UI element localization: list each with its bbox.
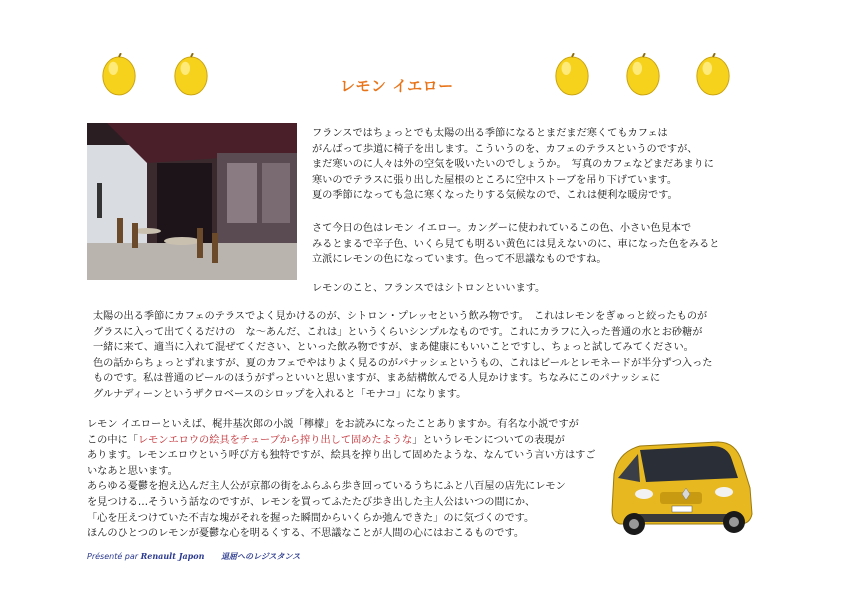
text-line: 一緒に来て、適当に入れて混ぜてください、といった飲み物ですが、まあ健康にもいいことですし、ちょっと試してみてください。 <box>93 342 694 354</box>
page-title: レモン イエロー <box>340 77 454 95</box>
cafe-terrace-photo <box>87 123 297 280</box>
slogan: 退屈へのレジスタンス <box>220 552 301 561</box>
text-fragment: 」というレモンについての表現が <box>412 434 565 446</box>
footer <box>87 551 300 562</box>
intro-paragraph <box>312 126 714 204</box>
lemon-icon <box>172 53 210 97</box>
lemon-icon <box>694 53 732 97</box>
text-line: 夏の季節になっても急に寒くなったりする気候なので、これは便利な暖房です。 <box>312 190 678 202</box>
presented-by-label: Présenté par <box>87 552 139 561</box>
text-line: 「心を圧えつけていた不吉な塊がそれを握った瞬間からいくらか弛んできた」のに気づくのです。 <box>87 512 535 524</box>
lemon-novel-paragraph <box>87 417 596 542</box>
text-line: ほんのひとつのレモンが憂鬱な心を明るくする、不思議なことが人間の心にはおこるものです。 <box>87 528 525 540</box>
text-line: あらゆる憂鬱を抱え込んだ主人公が京都の街をふらふら歩き回っているうちにふと八百屋の店先にレモン <box>87 481 566 493</box>
color-paragraph <box>312 221 719 268</box>
text-line: さて今日の色はレモン イエロー。カングーに使われているこの色、小さい色見本で <box>312 223 692 234</box>
text-line: あります。レモンエロウという呼び方も独特ですが、絵具を搾り出して固めたような、なんていう言い方はすご <box>87 450 596 462</box>
text-line: 寒いのでテラスに張り出した屋根のところに空中ストーブを吊り下げています。 <box>312 174 678 186</box>
text-line <box>87 433 596 449</box>
lemon-icon <box>100 53 138 97</box>
brand-name: Renault Japon <box>140 551 205 561</box>
text-line: レモン イエローといえば、梶井基次郎の小説「檸檬」をお読みになったことありますか。有名な小説ですが <box>87 419 579 430</box>
text-line: まだ寒いのに人々は外の空気を吸いたいのでしょうか。 写真のカフェなどまだあまりに <box>312 159 714 171</box>
lemon-icon <box>553 53 591 97</box>
text-line: がんばって歩道に椅子を出します。こういうのを、カフェのテラスというのですが、 <box>312 143 698 155</box>
text-line: ものです。私は普通のビールのほうがずっといいと思いますが、まあ結構飲んでる人見かけます。ちなみにこのパナッシェに <box>93 373 661 385</box>
text-fragment: この中に「 <box>87 434 138 446</box>
text-line: 立派にレモンの色になっています。色って不思議なものですね。 <box>312 254 607 266</box>
text-line: 色の話からちょっとずれますが、夏のカフェでやはりよく見るのがパナッシェというもの、これはビールとレモネードが半分ずつ入った <box>93 357 713 369</box>
text-line: みるとまるで辛子色、いくら見ても明るい黄色には見えないのに、車になった色をみると <box>312 238 720 250</box>
citron-paragraph <box>312 281 545 297</box>
text-line: フランスではちょっとでも太陽の出る季節になるとまだまだ寒くてもカフェは <box>312 128 668 139</box>
text-line: を見つける…そういう話なのですが、レモンを買ってふたたび歩き出した主人公はいつの間にか、 <box>87 496 536 508</box>
citron-presse-paragraph <box>93 309 713 403</box>
text-line: いなあと思います。 <box>87 465 178 477</box>
lemon-icon <box>624 53 662 97</box>
text-line: 太陽の出る季節にカフェのテラスでよく見かけるのが、シトロン・プレッセという飲み物です。 これはレモンをぎゅっと絞ったものが <box>93 311 708 322</box>
yellow-car-photo <box>600 432 758 538</box>
text-line: グラスに入って出てくるだけの な～あんだ、これは」というくらいシンプルなものです。これにカラフに入った普通の水とお砂糖が <box>93 326 703 338</box>
highlighted-quote: レモンエロウの絵具をチューブから搾り出して固めたような <box>137 434 413 446</box>
text-line: レモンのこと、フランスではシトロンといいます。 <box>312 283 546 294</box>
text-line: グルナディーンというザクロベースのシロップを入れると「モナコ」になります。 <box>93 388 467 400</box>
